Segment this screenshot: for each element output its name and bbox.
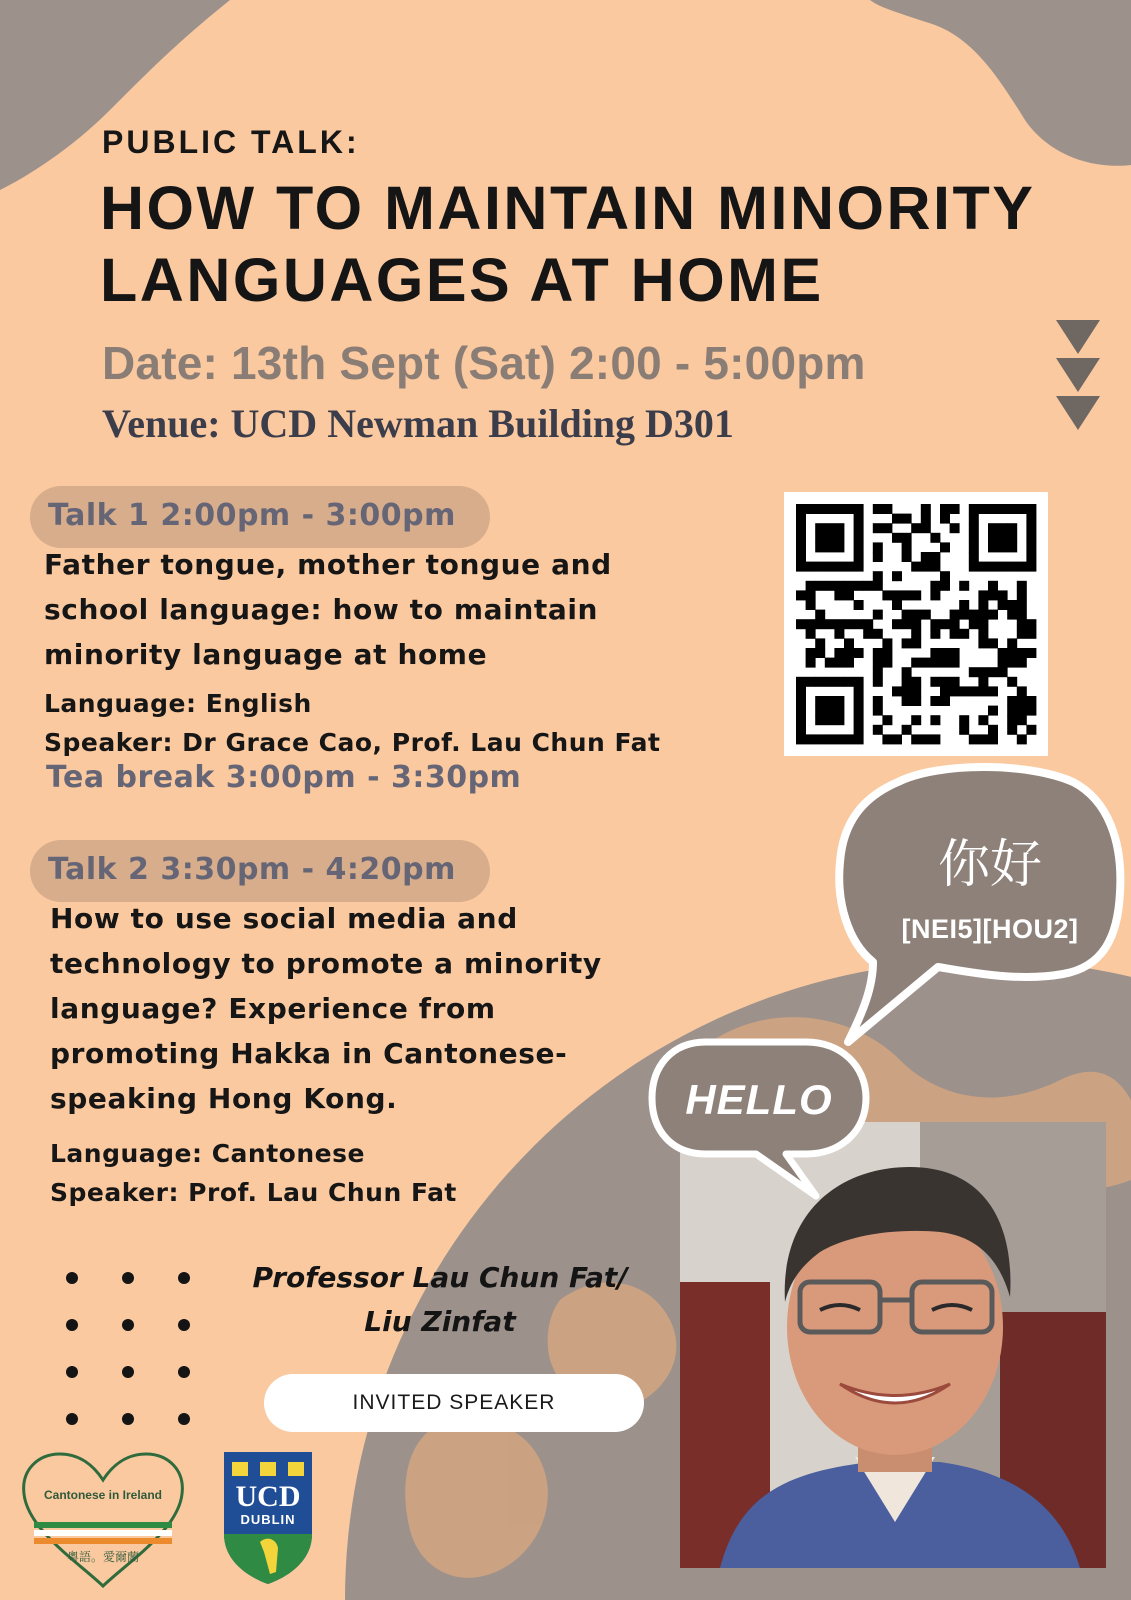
triangle-down-icon [1056,358,1100,392]
speaker-name-line2: Liu Zinfat [364,1305,516,1338]
speaker-name-line1: Professor Lau Chun Fat/ [252,1261,628,1294]
cantonese-ireland-chinese: 粵語。愛爾蘭 [66,1550,139,1564]
talk1-title-line: school language: how to maintain [44,593,599,626]
heart-logo-icon [18,1450,188,1592]
talk2-title [50,896,602,1121]
talk1-meta [44,684,660,762]
triangle-stack [1054,318,1102,436]
blob-top-right [870,0,1131,166]
bubble-hello-text: HELLO [685,1076,833,1123]
qr-code-icon [784,492,1048,756]
invited-speaker-badge: INVITED SPEAKER [264,1374,644,1432]
talk2-title-line: speaking Hong Kong. [50,1082,398,1115]
ucd-city: DUBLIN [240,1512,296,1527]
title-line-2: LANGUAGES AT HOME [100,246,824,314]
talk2-speaker: Speaker: Prof. Lau Chun Fat [50,1178,457,1207]
talk1-time: Talk 1 2:00pm - 3:00pm [48,498,456,533]
triangle-down-icon [1056,396,1100,430]
event-date: Date: 13th Sept (Sat) 2:00 - 5:00pm [102,337,866,389]
talk1-title-line: Father tongue, mother tongue and [44,548,612,581]
eyebrow-label: PUBLIC TALK: [102,124,360,160]
qr-code[interactable] [784,492,1048,756]
blob-top-left [0,0,230,190]
ucd-name: UCD [235,1480,301,1513]
talk2-title-line: technology to promote a minority [50,947,602,980]
talk1-title-line: minority language at home [44,638,488,671]
title-line-1: HOW TO MAINTAIN MINORITY [100,174,1036,242]
talk2-meta [50,1134,457,1212]
talk1-title [44,542,612,677]
dot-grid-icon [66,1272,196,1426]
chinese-speech-bubble [828,762,1128,1062]
talk2-time: Talk 2 3:30pm - 4:20pm [48,852,456,887]
talk1-language: Language: English [44,689,312,718]
talk2-title-line: language? Experience from [50,992,496,1025]
bubble-jyutping-text: [NEI5][HOU2] [901,914,1079,944]
talk2-title-line: How to use social media and [50,902,518,935]
page-title [100,172,1035,316]
speaker-name [220,1256,660,1344]
talk1-speaker: Speaker: Dr Grace Cao, Prof. Lau Chun Fat [44,728,661,757]
talk2-title-line: promoting Hakka in Cantonese- [50,1037,568,1070]
bubble-chinese-text: 你好 [937,835,1042,895]
triangle-down-icon [1056,320,1100,354]
event-venue: Venue: UCD Newman Building D301 [102,401,734,446]
talk2-language: Language: Cantonese [50,1139,365,1168]
tea-break: Tea break 3:00pm - 3:30pm [46,760,522,795]
cantonese-ireland-name: Cantonese in Ireland [43,1488,163,1502]
